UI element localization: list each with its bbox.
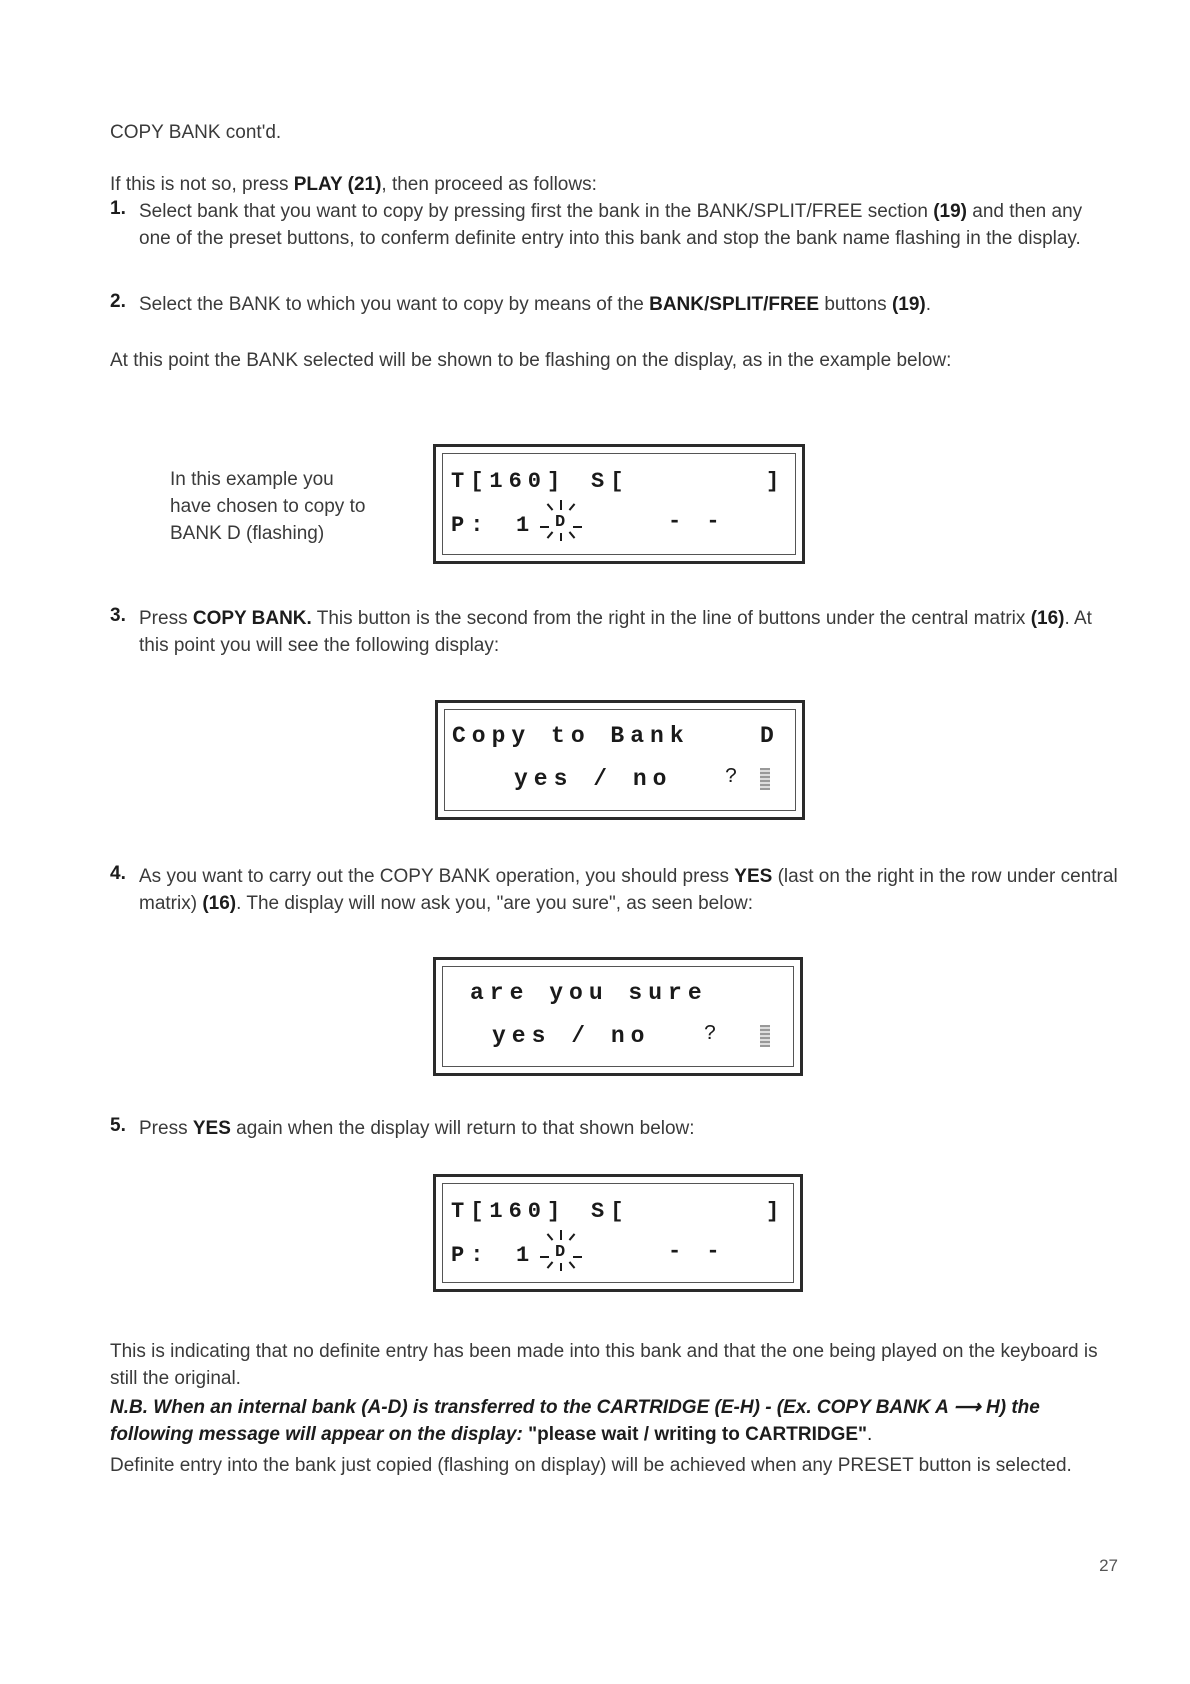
step-3-number: 3. xyxy=(110,605,126,626)
closing-paragraph: This is indicating that no definite entry has been made into this bank and that the one being played on the keyboard is still the original. xyxy=(110,1341,1098,1389)
nb-message: "please wait / writing to CARTRIDGE" xyxy=(528,1424,868,1445)
step-2-ref: (19) xyxy=(891,294,926,315)
step-2-number: 2. xyxy=(110,291,126,312)
lcd-2-bank: D xyxy=(760,723,780,749)
nb-italic-2: H) the following message will appear on the display: xyxy=(110,1397,1040,1445)
lcd-1-preset-label: P: xyxy=(451,513,490,538)
lcd-3-line-1: are you sure xyxy=(470,980,708,1006)
lcd-display-1 xyxy=(433,444,805,564)
lcd-4-dashes: - - xyxy=(668,1239,726,1264)
step-5-number: 5. xyxy=(110,1115,126,1136)
page-number: 27 xyxy=(1099,1556,1118,1575)
nb-note xyxy=(110,1394,1120,1448)
lcd-1-split: S[ xyxy=(591,469,630,494)
step-5-a: Press xyxy=(139,1118,193,1139)
lcd-2-question: ? xyxy=(725,766,744,789)
step-3-b: This button is the second from the right in the line of buttons under the central matrix xyxy=(311,608,1031,629)
lcd-1-split-close: ] xyxy=(766,469,786,494)
nb-end: . xyxy=(867,1424,873,1445)
lcd-2-line-1: Copy to Bank xyxy=(452,723,690,749)
step-2-bold: BANK/SPLIT/FREE xyxy=(649,294,820,315)
step-1-text xyxy=(139,198,1119,252)
intro-paragraph xyxy=(110,171,1120,198)
step-3-a: Press xyxy=(139,608,193,629)
lcd-4-bank-flashing: D xyxy=(555,1243,566,1262)
step-5-b: again when the display will return to that shown below: xyxy=(230,1118,695,1139)
intro-post: , then proceed as follows: xyxy=(381,174,597,195)
step-5-text xyxy=(139,1115,1119,1142)
lcd-4-split-close: ] xyxy=(766,1199,786,1224)
lcd-1-tempo: T[160] xyxy=(451,469,567,494)
arrow-icon: ⟶ xyxy=(953,1397,981,1418)
lcd-4-split: S[ xyxy=(591,1199,630,1224)
lcd-display-2 xyxy=(435,700,805,820)
step-2-a: Select the BANK to which you want to copy by means of the xyxy=(139,294,650,315)
lcd-4-preset-num: 1 xyxy=(516,1243,536,1268)
flash-ray xyxy=(560,533,562,541)
final-paragraph: Definite entry into the bank just copied (flashing on display) will be achieved when any PRESET button is selected. xyxy=(110,1455,1072,1476)
flash-ray xyxy=(573,526,582,528)
intro-pre: If this is not so, press xyxy=(110,174,294,195)
example-caption: In this example you have chosen to copy to BANK D (flashing) xyxy=(170,469,366,544)
step-3-text xyxy=(139,605,1119,659)
cursor-block xyxy=(760,1025,770,1047)
intro-play: PLAY (21) xyxy=(293,174,382,195)
step-3-ref: (16) xyxy=(1030,608,1065,629)
flash-note: At this point the BANK selected will be shown to be flashing on the display, as in the example below: xyxy=(110,350,952,371)
flash-ray xyxy=(540,526,549,528)
lcd-1-dashes: - - xyxy=(668,509,726,534)
flash-ray xyxy=(560,1263,562,1271)
step-4-c: . The display will now ask you, "are you sure", as seen below: xyxy=(236,893,754,914)
section-heading: COPY BANK cont'd. xyxy=(110,122,282,143)
flash-ray xyxy=(573,1256,582,1258)
nb-italic: N.B. When an internal bank (A-D) is transferred to the CARTRIDGE (E-H) - (Ex. COPY BANK A xyxy=(110,1397,954,1418)
lcd-1-preset-num: 1 xyxy=(516,513,536,538)
lcd-2-line-2: yes / no xyxy=(514,766,673,792)
step-2-text xyxy=(139,291,1119,318)
step-1-b: and then any one of the preset buttons, to conferm definite entry into this bank and stop the bank name flashing in the display. xyxy=(139,201,1083,249)
lcd-3-question: ? xyxy=(704,1023,723,1046)
step-1-ref: (19) xyxy=(933,201,967,222)
step-4-text xyxy=(139,863,1119,917)
cursor-block xyxy=(760,768,770,790)
step-2-c: . xyxy=(925,294,932,315)
step-4-b: (last on the right in the row under central matrix) xyxy=(139,866,1118,914)
lcd-3-line-2: yes / no xyxy=(492,1023,651,1049)
flash-ray xyxy=(560,500,562,510)
lcd-4-preset-label: P: xyxy=(451,1243,490,1268)
step-3-bold: COPY BANK. xyxy=(192,608,312,629)
step-1-number: 1. xyxy=(110,198,126,219)
step-3-c: . At this point you will see the following display: xyxy=(139,608,1092,656)
lcd-frame xyxy=(442,1183,794,1283)
flash-ray xyxy=(540,1256,549,1258)
step-4-ref: (16) xyxy=(202,893,237,914)
lcd-display-4 xyxy=(433,1174,803,1292)
step-1-a: Select bank that you want to copy by pressing first the bank in the BANK/SPLIT/FREE section xyxy=(139,201,934,222)
lcd-1-bank-flashing: D xyxy=(555,513,566,532)
flash-ray xyxy=(560,1230,562,1240)
step-4-number: 4. xyxy=(110,863,126,884)
step-4-bold: YES xyxy=(734,866,773,887)
step-5-bold: YES xyxy=(192,1118,231,1139)
lcd-4-tempo: T[160] xyxy=(451,1199,567,1224)
step-4-a: As you want to carry out the COPY BANK operation, you should press xyxy=(139,866,735,887)
lcd-display-3 xyxy=(433,957,803,1076)
step-2-b: buttons xyxy=(819,294,892,315)
